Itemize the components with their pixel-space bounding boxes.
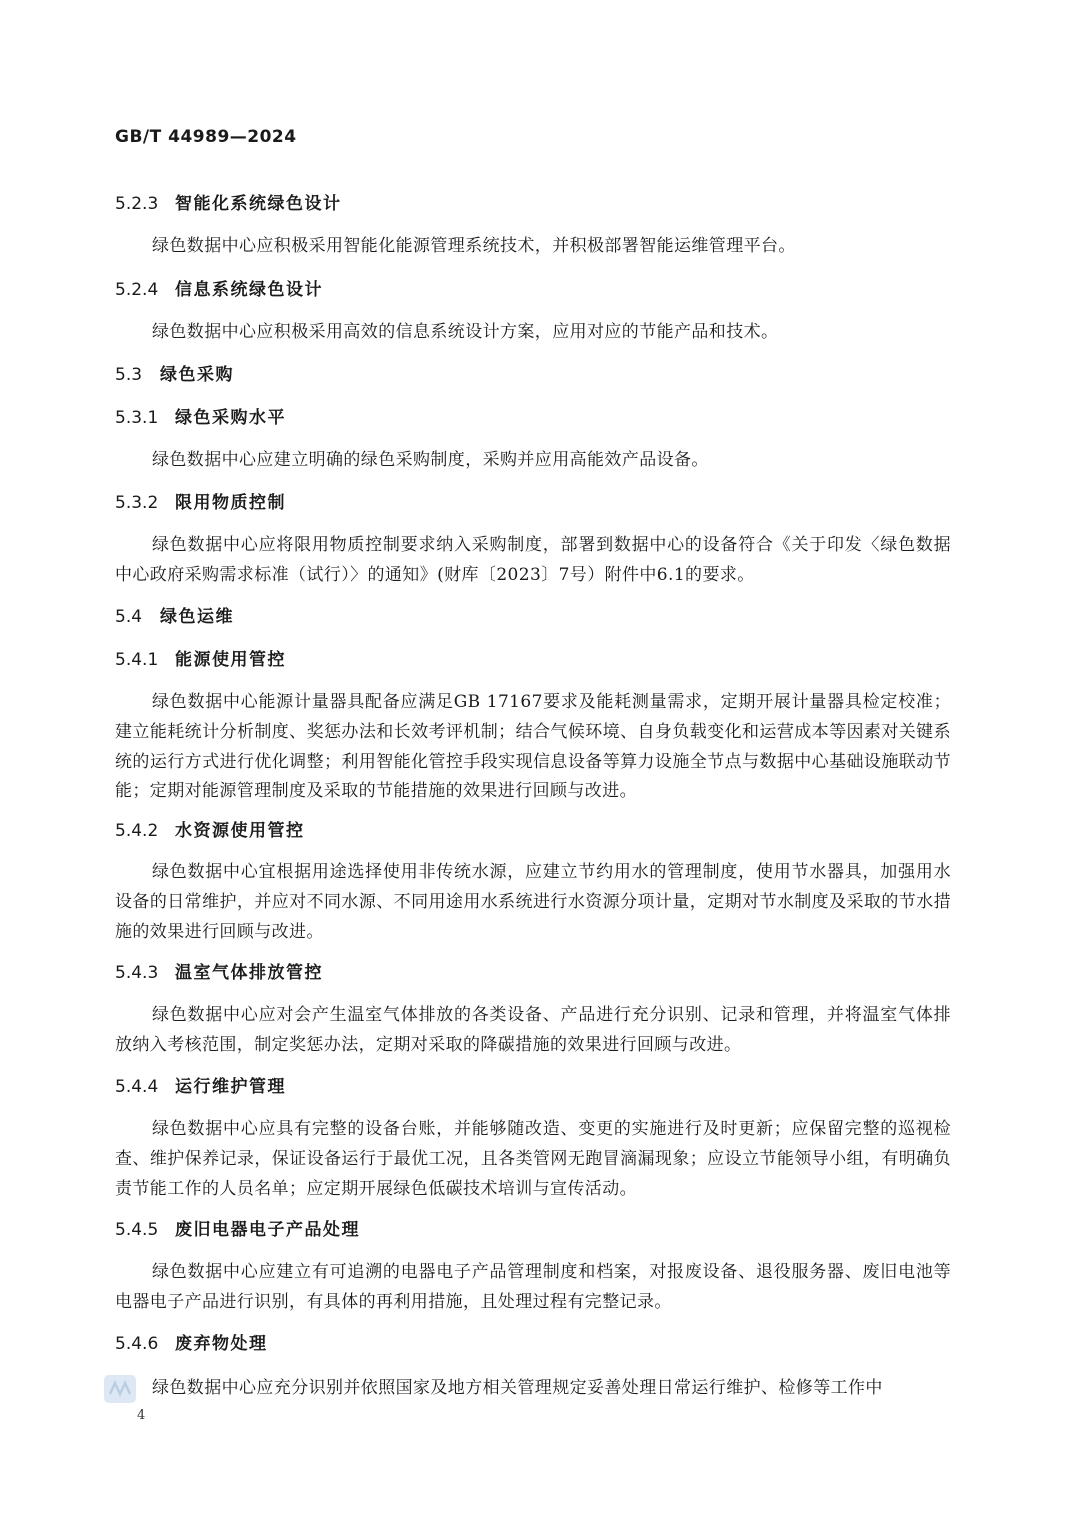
heading-title: 温室气体排放管控: [175, 963, 323, 983]
paragraph-5-4-3: 绿色数据中心应对会产生温室气体排放的各类设备、产品进行充分识别、记录和管理，并将温室气体排放纳入考核范围，制定奖惩办法，定期对采取的降碳措施的效果进行回顾与改进。: [115, 1005, 951, 1055]
heading-5-4-6: [115, 1333, 268, 1355]
heading-number: 5.4.1: [115, 650, 159, 670]
heading-number: 5.4.3: [115, 963, 159, 983]
heading-title: 水资源使用管控: [175, 821, 305, 841]
page-number: 4: [137, 1408, 146, 1423]
heading-title: 绿色采购: [160, 365, 234, 385]
heading-number: 5.4: [115, 607, 143, 627]
heading-title: 废弃物处理: [175, 1334, 268, 1354]
heading-number: 5.3: [115, 365, 143, 385]
heading-title: 绿色运维: [160, 607, 234, 627]
paragraph-5-4-5: 绿色数据中心应建立有可追溯的电器电子产品管理制度和档案，对报废设备、退役服务器、废旧电池等电器电子产品进行识别，有具体的再利用措施，且处理过程有完整记录。: [115, 1262, 951, 1312]
paragraph-5-4-2: 绿色数据中心宜根据用途选择使用非传统水源，应建立节约用水的管理制度，使用节水器具，加强用水设备的日常维护，并应对不同水源、不同用途用水系统进行水资源分项计量，定期对节水制度及采取的节水措施的效果进行回顾与改进。: [115, 862, 951, 942]
heading-5-4-1: [115, 649, 286, 671]
heading-title: 废旧电器电子产品处理: [175, 1220, 360, 1240]
heading-5-3-2: [115, 492, 286, 514]
standard-number: GB/T 44989—2024: [115, 127, 297, 147]
heading-5-3-1: [115, 407, 286, 429]
paragraph-5-2-4: 绿色数据中心应积极采用高效的信息系统设计方案，应用对应的节能产品和技术。: [152, 322, 779, 342]
heading-5-4-3: [115, 962, 323, 984]
heading-5-2-3: [115, 193, 342, 215]
heading-number: 5.4.2: [115, 821, 159, 841]
heading-5-3: [115, 364, 234, 386]
heading-title: 信息系统绿色设计: [175, 280, 323, 300]
heading-5-4-2: [115, 820, 305, 842]
paragraph-5-2-3: 绿色数据中心应积极采用智能化能源管理系统技术，并积极部署智能运维管理平台。: [152, 236, 796, 256]
heading-number: 5.2.3: [115, 194, 159, 214]
heading-5-4-5: [115, 1219, 360, 1241]
heading-5-4: [115, 606, 234, 628]
heading-title: 限用物质控制: [175, 493, 286, 513]
heading-title: 绿色采购水平: [175, 408, 286, 428]
paragraph-5-4-4: 绿色数据中心应具有完整的设备台账，并能够随改造、变更的实施进行及时更新；应保留完整的巡视检查、维护保养记录，保证设备运行于最优工况，且各类管网无跑冒滴漏现象；应设立节能领导小组，有明确负责节能工作的人员名单；应定期开展绿色低碳技术培训与宣传活动。: [115, 1119, 951, 1199]
heading-5-4-4: [115, 1076, 286, 1098]
heading-title: 智能化系统绿色设计: [175, 194, 342, 214]
paragraph-5-3-1: 绿色数据中心应建立明确的绿色采购制度，采购并应用高能效产品设备。: [152, 450, 709, 470]
heading-number: 5.4.6: [115, 1334, 159, 1354]
heading-number: 5.3.1: [115, 408, 159, 428]
heading-number: 5.2.4: [115, 280, 159, 300]
heading-title: 能源使用管控: [175, 650, 286, 670]
heading-number: 5.4.5: [115, 1220, 159, 1240]
logo-watermark-icon: [103, 1374, 137, 1404]
heading-number: 5.4.4: [115, 1077, 159, 1097]
heading-number: 5.3.2: [115, 493, 159, 513]
heading-title: 运行维护管理: [175, 1077, 286, 1097]
heading-5-2-4: [115, 279, 323, 301]
paragraph-5-3-2: 绿色数据中心应将限用物质控制要求纳入采购制度，部署到数据中心的设备符合《关于印发〈绿色数据中心政府采购需求标准（试行）〉的通知》(财库〔2023〕7号）附件中6.1的要求。: [115, 535, 951, 585]
paragraph-5-4-1: 绿色数据中心能源计量器具配备应满足GB 17167要求及能耗测量需求，定期开展计量器具检定校准；建立能耗统计分析制度、奖惩办法和长效考评机制；结合气候环境、自身负载变化和运营成本等因素对关键系统的运行方式进行优化调整；利用智能化管控手段实现信息设备等算力设施全节点与数据中心基础设施联动节能；定期对能源管理制度及采取的节能措施的效果进行回顾与改进。: [115, 692, 951, 802]
paragraph-5-4-6: 绿色数据中心应充分识别并依照国家及地方相关管理规定妥善处理日常运行维护、检修等工作中: [152, 1378, 883, 1398]
